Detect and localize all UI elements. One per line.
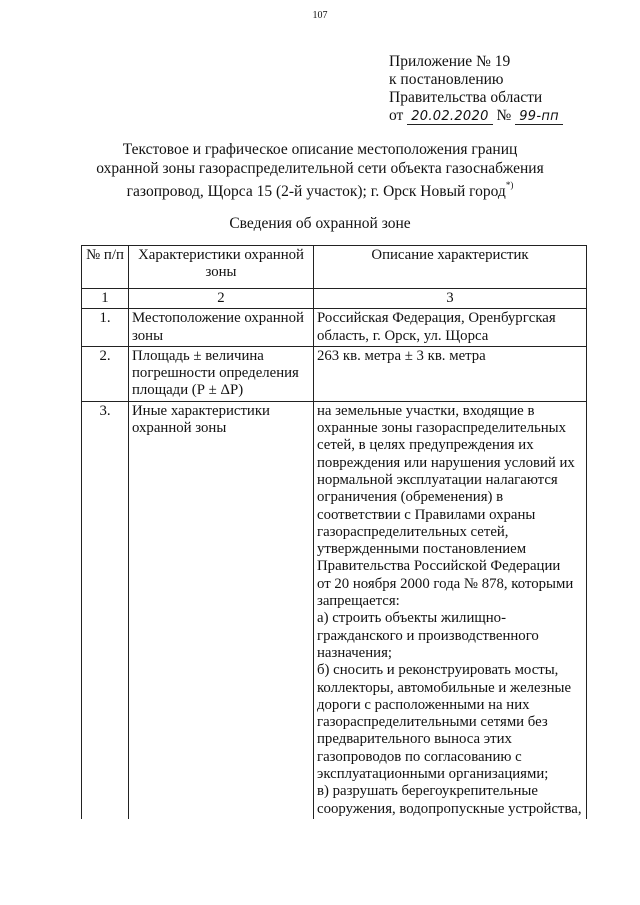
table-row bbox=[82, 309, 587, 347]
description-line: в) разрушать берегоукрепительные bbox=[317, 783, 538, 800]
col-number-1: 1 bbox=[82, 289, 129, 309]
row-number: 1. bbox=[82, 309, 129, 347]
row-description bbox=[314, 401, 587, 819]
description-line: повреждения или нарушения условий их bbox=[317, 454, 575, 471]
description-line: сооружения, водопропускные устройства, bbox=[317, 800, 582, 817]
description-line: газораспределительных сетей, bbox=[317, 523, 509, 540]
description-line: запрещается: bbox=[317, 593, 400, 610]
table-row bbox=[82, 346, 587, 401]
table-header-row bbox=[82, 246, 587, 289]
description-line: нормальной эксплуатации налагаются bbox=[317, 471, 558, 488]
appendix-number-text: 99-пп bbox=[519, 109, 559, 124]
page-number: 107 bbox=[312, 10, 328, 21]
description-line: эксплуатационными организациями; bbox=[317, 766, 549, 783]
description-line: соответствии с Правилами охраны bbox=[317, 506, 536, 523]
title-line-3 bbox=[0, 178, 640, 202]
title-line-2: охранной зоны газораспределительной сети объекта газоснабжения bbox=[96, 159, 544, 177]
appendix-header bbox=[389, 53, 563, 126]
protection-zone-table bbox=[81, 245, 587, 819]
description-line: газопроводов по согласованию с bbox=[317, 748, 522, 765]
header-cell-description: Описание характеристик bbox=[314, 246, 587, 289]
row-number: 3. bbox=[82, 401, 129, 819]
description-line: на земельные участки, входящие в bbox=[317, 402, 535, 419]
table-row bbox=[82, 401, 587, 819]
row-characteristic: Площадь ± величина погрешности определения площади (Р ± ΔР) bbox=[129, 346, 314, 401]
description-line: утвержденными постановлением bbox=[317, 541, 527, 558]
appendix-date bbox=[407, 107, 492, 125]
description-line: коллекторы, автомобильные и железные bbox=[317, 679, 572, 696]
footnote-mark: *) bbox=[505, 180, 514, 190]
appendix-line-1: Приложение № 19 bbox=[389, 53, 511, 70]
description-line: Правительства Российской Федерации bbox=[317, 558, 561, 575]
header-cell-number: № п/п bbox=[82, 246, 129, 289]
document-title bbox=[0, 141, 640, 202]
description-line: назначения; bbox=[317, 644, 392, 661]
row-description: 263 кв. метра ± 3 кв. метра bbox=[314, 346, 587, 401]
description-line: предварительного выноса этих bbox=[317, 731, 512, 748]
description-line: охранные зоны газораспределительных bbox=[317, 420, 566, 437]
appendix-date-line bbox=[389, 107, 563, 126]
description-line: сетей, в целях предупреждения их bbox=[317, 437, 534, 454]
col-number-3: 3 bbox=[314, 289, 587, 309]
description-line: а) строить объекты жилищно- bbox=[317, 610, 506, 627]
appendix-line-2: к постановлению bbox=[389, 71, 504, 88]
appendix-number bbox=[515, 107, 563, 125]
description-line: газораспределительными сетями без bbox=[317, 714, 548, 731]
row-characteristic: Иные характеристики охранной зоны bbox=[129, 401, 314, 819]
description-line: б) сносить и реконструировать мосты, bbox=[317, 662, 559, 679]
description-line: ограничения (обременения) в bbox=[317, 489, 504, 506]
description-line: гражданского и производственного bbox=[317, 627, 539, 644]
section-subtitle: Сведения об охранной зоне bbox=[229, 215, 411, 232]
description-line: от 20 ноября 2000 года № 878, которыми bbox=[317, 575, 574, 592]
header-cell-characteristic: Характеристики охранной зоны bbox=[129, 246, 314, 289]
appendix-no-label: № bbox=[496, 107, 512, 124]
row-characteristic: Местоположение охранной зоны bbox=[129, 309, 314, 347]
appendix-ot: от bbox=[389, 107, 404, 124]
description-line: дороги с расположенными на них bbox=[317, 696, 530, 713]
title-line-3-text: газопровод, Щорса 15 (2-й участок); г. Орск Новый город bbox=[126, 183, 506, 201]
row-number: 2. bbox=[82, 346, 129, 401]
appendix-date-text: 20.02.2020 bbox=[411, 109, 489, 124]
appendix-line-3: Правительства области bbox=[389, 89, 543, 106]
title-line-1: Текстовое и графическое описание местоположения границ bbox=[122, 141, 518, 158]
col-number-2: 2 bbox=[129, 289, 314, 309]
row-description: Российская Федерация, Оренбургская область, г. Орск, ул. Щорса bbox=[314, 309, 587, 347]
column-number-row bbox=[82, 289, 587, 309]
